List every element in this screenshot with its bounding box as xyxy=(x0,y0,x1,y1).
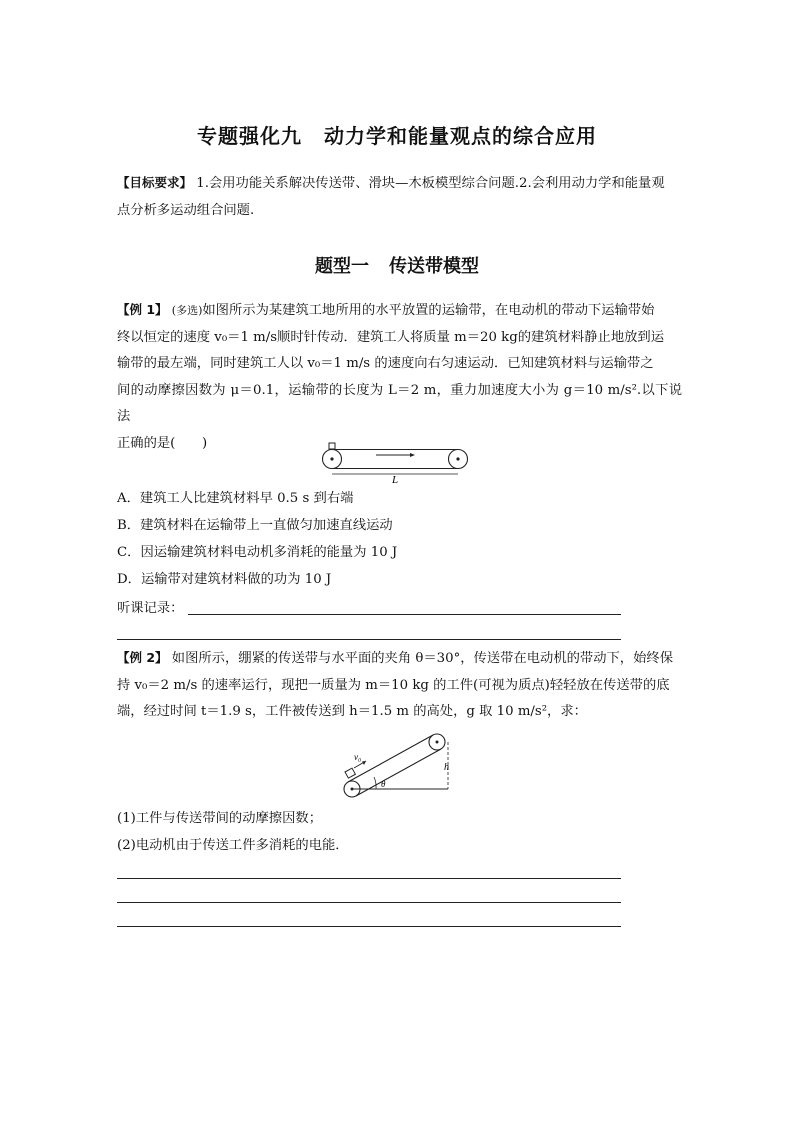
notes-line-2 xyxy=(117,639,621,640)
option-c: C．因运输建筑材料电动机多消耗的能量为 10 J xyxy=(117,545,398,560)
example1-multi: (多选) xyxy=(171,304,203,317)
angle-arc xyxy=(374,777,376,789)
example2-line-1: 如图所示，绷紧的传送带与水平面的夹角 θ＝30°，传送带在电动机的带动下，始终保 xyxy=(171,651,673,666)
example2-stem xyxy=(117,645,682,726)
goal-tag: 【目标要求】 xyxy=(117,175,193,190)
right-pulley-axle xyxy=(456,457,459,460)
example1-stem xyxy=(117,297,682,457)
question-2: (2)电动机由于传送工件多消耗的电能． xyxy=(117,838,349,853)
goal-line-2: 点分析多运动组合问题. xyxy=(117,202,255,218)
v0-label: v₀ xyxy=(354,752,362,762)
example2-line-2: 持 v₀＝2 m/s 的速率运行，现把一质量为 m＝10 kg 的工件(可视为质点)轻轻放在传送带的底 xyxy=(117,677,670,693)
example1-line-5: 正确的是( ) xyxy=(117,435,208,451)
notes-line-1 xyxy=(188,614,621,615)
section-left: 题型一 xyxy=(315,256,369,277)
page-title xyxy=(0,120,794,149)
title-right: 动力学和能量观点的综合应用 xyxy=(324,124,597,148)
material-block xyxy=(329,443,335,449)
title-left: 专题强化九 xyxy=(197,124,302,148)
option-d: D．运输带对建筑材料做的功为 10 J xyxy=(117,572,332,587)
conveyor-figure xyxy=(318,438,478,484)
example1-tag: 【例 1】 xyxy=(117,302,168,317)
length-label: L xyxy=(392,474,399,484)
notes-label: 听课记录： xyxy=(117,601,184,616)
height-label: h xyxy=(444,762,449,773)
question-1: (1)工件与传送带间的动摩擦因数； xyxy=(117,811,322,826)
example2-tag: 【例 2】 xyxy=(117,650,168,665)
option-b: B．建筑材料在运输带上一直做匀加速直线运动 xyxy=(117,518,393,533)
example1-line-3: 输带的最左端，同时建筑工人以 v₀＝1 m/s 的速度向右匀速运动．已知建筑材料与运输带之 xyxy=(117,356,654,371)
answer-line-3 xyxy=(117,926,621,927)
top-pulley-axle xyxy=(436,741,439,744)
workpiece xyxy=(345,768,355,778)
answer-line-1 xyxy=(117,878,621,879)
left-pulley-axle xyxy=(330,457,333,460)
velocity-arrowhead xyxy=(410,453,415,457)
goal-paragraph xyxy=(117,170,682,224)
example1-line-2: 终以恒定的速度 v₀＝1 m/s顺时针传动．建筑工人将质量 m＝20 kg的建筑材料静止地放到运 xyxy=(117,329,665,345)
theta-label: θ xyxy=(381,779,386,789)
example1-line-4: 间的动摩擦因数为 μ＝0.1，运输带的长度为 L＝2 m，重力加速度大小为 g＝10 m/s².以下说法 xyxy=(117,382,682,424)
answer-line-2 xyxy=(117,902,621,903)
goal-line-1: 1.会用功能关系解决传送带、滑块—木板模型综合问题.2.会利用动力学和能量观 xyxy=(196,176,665,191)
section-heading xyxy=(0,252,794,278)
inclined-conveyor-figure xyxy=(336,728,461,803)
section-right: 传送带模型 xyxy=(389,256,479,277)
option-a: A．建筑工人比建筑材料早 0.5 s 到右端 xyxy=(117,491,354,506)
example2-line-3: 端，经过时间 t＝1.9 s，工件被传送到 h＝1.5 m 的高处，g 取 10 m/s²，求： xyxy=(117,704,587,719)
example1-line-1: 如图所示为某建筑工地所用的水平放置的运输带，在电动机的带动下运输带始 xyxy=(202,303,655,318)
